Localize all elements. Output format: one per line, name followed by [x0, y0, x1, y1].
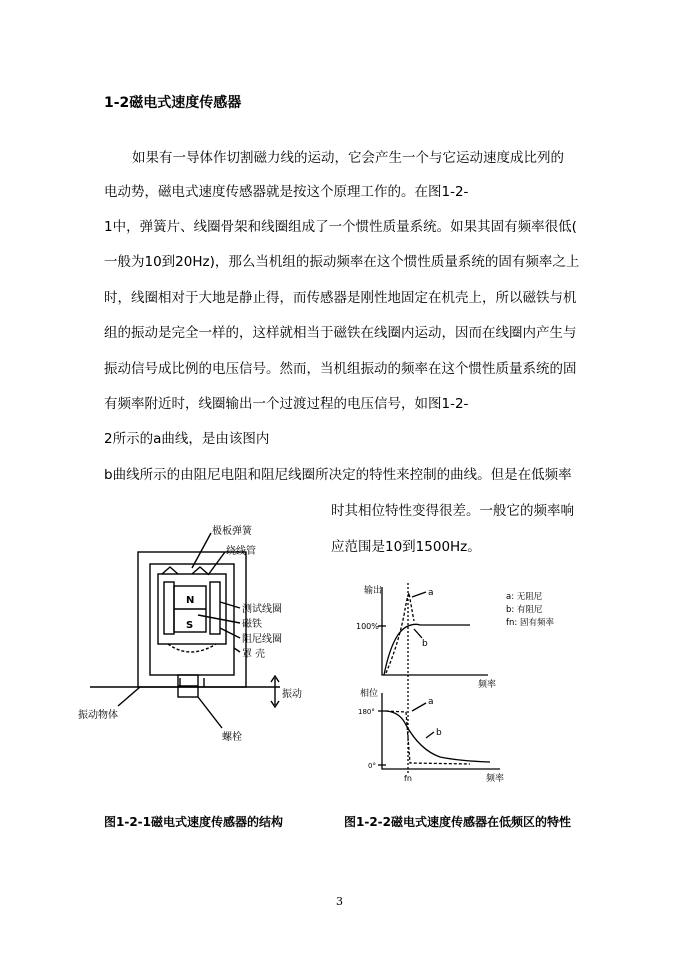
sensor-structure-diagram: [70, 520, 320, 755]
magnet-label: 磁铁: [242, 619, 262, 630]
paragraph-line: 一般为10到20Hz)，那么当机组的振动频率在这个惯性质量系统的固有频率之上: [104, 254, 580, 270]
coil-left: [164, 582, 174, 634]
curve-a-bottom: [386, 711, 470, 764]
south-pole-label: S: [186, 620, 194, 631]
plate-spring: [162, 567, 208, 574]
bottom-curve-a-label: a: [428, 697, 434, 707]
section-title: 1-2磁电式速度传感器: [104, 95, 242, 111]
housing-label: 罩 壳: [242, 649, 266, 660]
top-curve-a-label: a: [428, 588, 434, 598]
test-coil-label: 测试线圈: [242, 604, 282, 615]
page-number: 3: [336, 895, 343, 908]
top-ylabel: 输出: [364, 586, 383, 596]
north-pole-label: N: [186, 595, 195, 606]
paragraph-line: 1中，弹簧片、线圈骨架和线圈组成了一个惯性质量系统。如果其固有频率很低(: [104, 219, 577, 235]
top-ytick: 100%: [356, 622, 379, 631]
bottom-curve-b-label: b: [436, 728, 442, 738]
curve-b-top: [384, 624, 470, 675]
vibrating-body-label: 振动物体: [78, 710, 118, 721]
paragraph-line: 振动信号成比例的电压信号。然而，当机组振动的频率在这个惯性质量系统的固: [104, 361, 577, 377]
legend-item: fn: 固有频率: [506, 618, 554, 628]
top-xlabel: 频率: [478, 680, 497, 690]
paragraph-line-right: 时其相位特性变得很差。一般它的频率响: [331, 503, 574, 519]
bottom-xlabel: 频率: [486, 774, 505, 784]
legend-item: a: 无阻尼: [506, 592, 543, 602]
vibration-label: 振动: [282, 689, 302, 700]
legend-item: b: 有阻尼: [506, 605, 543, 615]
bottom-ylabel: 相位: [360, 689, 379, 699]
frequency-characteristics-diagram: [330, 575, 580, 790]
bottom-ytick-top: 180°: [358, 708, 375, 716]
paragraph-line: 有频率附近时，线圈输出一个过渡过程的电压信号，如图1-2-: [104, 396, 469, 412]
damping-coil-label: 阻尼线圈: [242, 634, 282, 645]
curve-a-top: [386, 593, 414, 673]
figure1-caption: 图1-2-1磁电式速度传感器的结构: [104, 815, 284, 829]
paragraph-line: 2所示的a曲线，是由该图内: [104, 431, 270, 447]
paragraph-line: 时，线圈相对于大地是静止得，而传感器是刚性地固定在机壳上，所以磁铁与机: [104, 290, 577, 306]
figure2-caption: 图1-2-2磁电式速度传感器在低频区的特性: [344, 815, 572, 829]
top-axes: [382, 587, 488, 675]
bobbin-label: 绕线管: [226, 546, 256, 557]
top-curve-b-label: b: [422, 639, 428, 649]
paragraph-line: 电动势，磁电式速度传感器就是按这个原理工作的。在图1-2-: [104, 184, 469, 200]
paragraph-line: 组的振动是完全一样的，这样就相当于磁铁在线圈内运动，因而在线圈内产生与: [104, 325, 577, 341]
coil-right: [210, 582, 220, 634]
plate-spring-label: 极板弹簧: [212, 526, 252, 537]
bottom-ytick-bottom: 0°: [368, 762, 376, 770]
bolt-label: 螺栓: [222, 732, 242, 743]
paragraph-line: b曲线所示的由阻尼电阻和阻尼线圈所决定的特性来控制的曲线。但是在低频率: [104, 467, 572, 483]
paragraph-line: 如果有一导体作切割磁力线的运动，它会产生一个与它运动速度成比列的: [132, 150, 564, 166]
paragraph-line-right: 应范围是10到1500Hz。: [331, 539, 481, 555]
bottom-xtick: fn: [404, 774, 412, 783]
